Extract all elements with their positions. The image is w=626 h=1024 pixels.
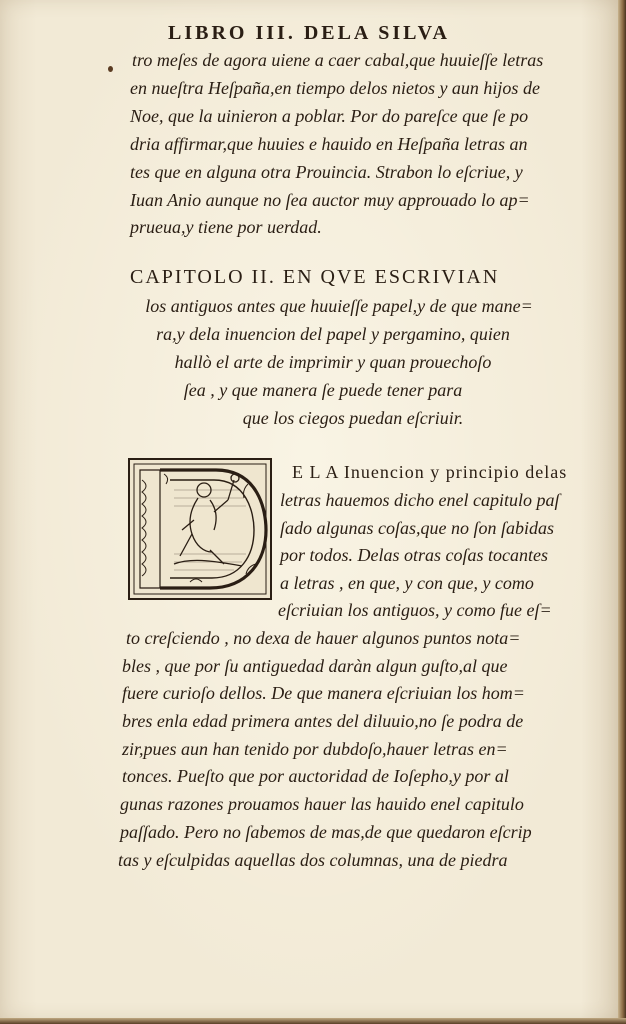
body-line: zir,pues aun han tenido por dubdoſo,hauer letras en=: [122, 739, 508, 759]
intro-line: Iuan Anio aunque no ſea auctor muy approuado lo ap=: [130, 190, 530, 210]
page-edge: [618, 0, 626, 1024]
body-line: E L A Inuencion y principio delas: [292, 462, 568, 482]
chapter-sub-line: que los ciegos puedan eſcriuir.: [242, 408, 464, 428]
body-line: fuere curioſo dellos. De que manera eſcriuian los hom=: [122, 683, 525, 703]
body-line: paſſado. Pero no ſabemos de mas,de que quedaron eſcrip: [120, 822, 532, 842]
intro-line: tro meſes de agora uiene a caer cabal,que huuieſſe letras: [132, 50, 544, 70]
chapter-heading: CAPITOLO II. EN QVE ESCRIVIAN: [130, 266, 500, 288]
chapter-sub-line: ra,y dela inuencion del papel y pergamino, quien: [156, 324, 510, 344]
body-line: bres enla edad primera antes del diluuio,no ſe podra de: [122, 711, 524, 731]
body-line: bles , que por ſu antiguedad daràn algun guſto,al que: [122, 656, 508, 676]
running-head: LIBRO III. DELA SILVA: [168, 22, 450, 44]
body-line: gunas razones prouamos hauer las hauido enel capitulo: [120, 794, 524, 814]
intro-line: Noe, que la uinieron a poblar. Por do pareſce que ſe po: [130, 106, 529, 126]
body-line: por todos. Delas otras coſas tocantes: [280, 545, 548, 565]
body-line: eſcriuian los antiguos, y como fue eſ=: [278, 600, 552, 620]
intro-line: tes que en alguna otra Prouincia. Strabon lo eſcriue, y: [130, 162, 523, 182]
chapter-sub-line: ſea , y que manera ſe puede tener para: [183, 380, 463, 400]
intro-line: dria affirmar,que huuies e hauido en Heſpaña letras an: [130, 134, 528, 154]
ink-spot: [108, 66, 113, 72]
intro-line: prueua,y tiene por uerdad.: [130, 217, 322, 237]
intro-line: en nueſtra Heſpaña,en tiempo delos nietos y aun hijos de: [130, 78, 540, 98]
body-line: a letras , en que, y con que, y como: [280, 573, 534, 593]
body-line: ſado algunas coſas,que no ſon ſabidas: [280, 518, 554, 538]
body-line: to creſciendo , no dexa de hauer algunos puntos nota=: [126, 628, 521, 648]
body-line: tas y eſculpidas aquellas dos columnas, una de piedra: [118, 850, 508, 870]
initial-woodcut-image: [130, 460, 270, 598]
body-line: tonces. Pueſto que por auctoridad de Ioſepho,y por al: [122, 766, 509, 786]
decorated-initial: [128, 458, 272, 600]
page-bottom-edge: [0, 1018, 626, 1024]
body-line: letras hauemos dicho enel capitulo paſ: [280, 490, 560, 510]
chapter-sub-line: los antiguos antes que huuieſſe papel,y de que mane=: [145, 296, 533, 316]
chapter-sub-line: hallò el arte de imprimir y quan prouechoſo: [174, 352, 492, 372]
